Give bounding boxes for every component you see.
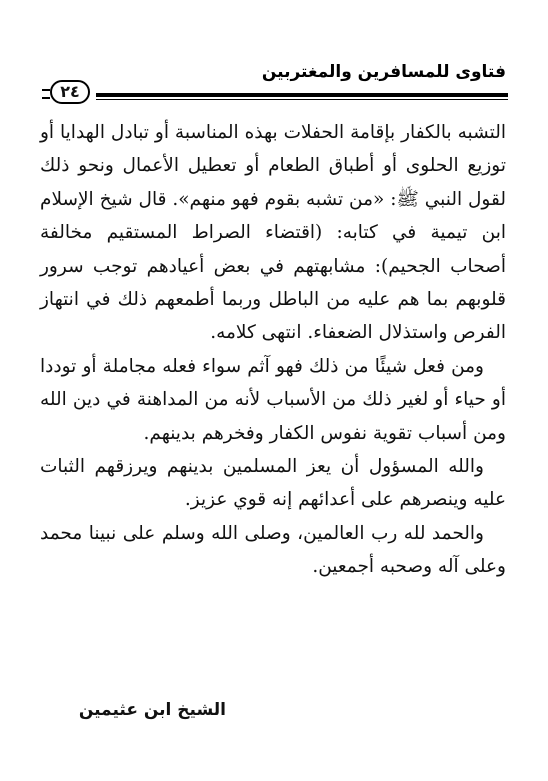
paragraph-4: والحمد لله رب العالمين، وصلى الله وسلم على نبينا محمد وعلى آله وصحبه أجمعين.	[40, 522, 506, 578]
page-number: ٢٤	[50, 80, 90, 104]
running-title: فتاوى للمسافرين والمغتربين	[261, 62, 506, 82]
header-rule-thick	[96, 93, 508, 97]
page-number-ornament	[42, 89, 50, 99]
page-body	[40, 116, 506, 584]
author-signature: الشيخ ابن عثيمين	[78, 700, 226, 720]
page-header	[42, 58, 508, 104]
paragraph-3: والله المسؤول أن يعز المسلمين بدينهم ويرزقهم الثبات عليه وينصرهم على أعدائهم إنه قوي عزيز.	[40, 456, 506, 511]
paragraph-2: ومن فعل شيئًا من ذلك فهو آثم سواء فعله مجاملة أو توددا أو حياء أو لغير ذلك من الأسباب لأنه من المداهنة في دين الله ومن أسباب تقوية نفوس الكفار وفخرهم بدينهم.	[40, 355, 506, 444]
header-rule-thin	[96, 99, 508, 100]
paragraph-1: التشبه بالكفار بإقامة الحفلات بهذه المناسبة أو تبادل الهدايا أو توزيع الحلوى أو أطباق الطعام أو تعطيل الأعمال ونحو ذلك لقول النبي ﷺ: «من تشبه بقوم فهو منهم». قال شيخ الإسلام ابن تيمية في كتابه: (اقتضاء الصراط المستقيم مخالفة أصحاب الجحيم): مشابهتهم في بعض أعيادهم توجب سرور قلوبهم بما هم عليه من الباطل وربما أطمعهم ذلك في انتهاز الفرص واستذلال الضعفاء. انتهى كلامه.	[40, 122, 506, 344]
